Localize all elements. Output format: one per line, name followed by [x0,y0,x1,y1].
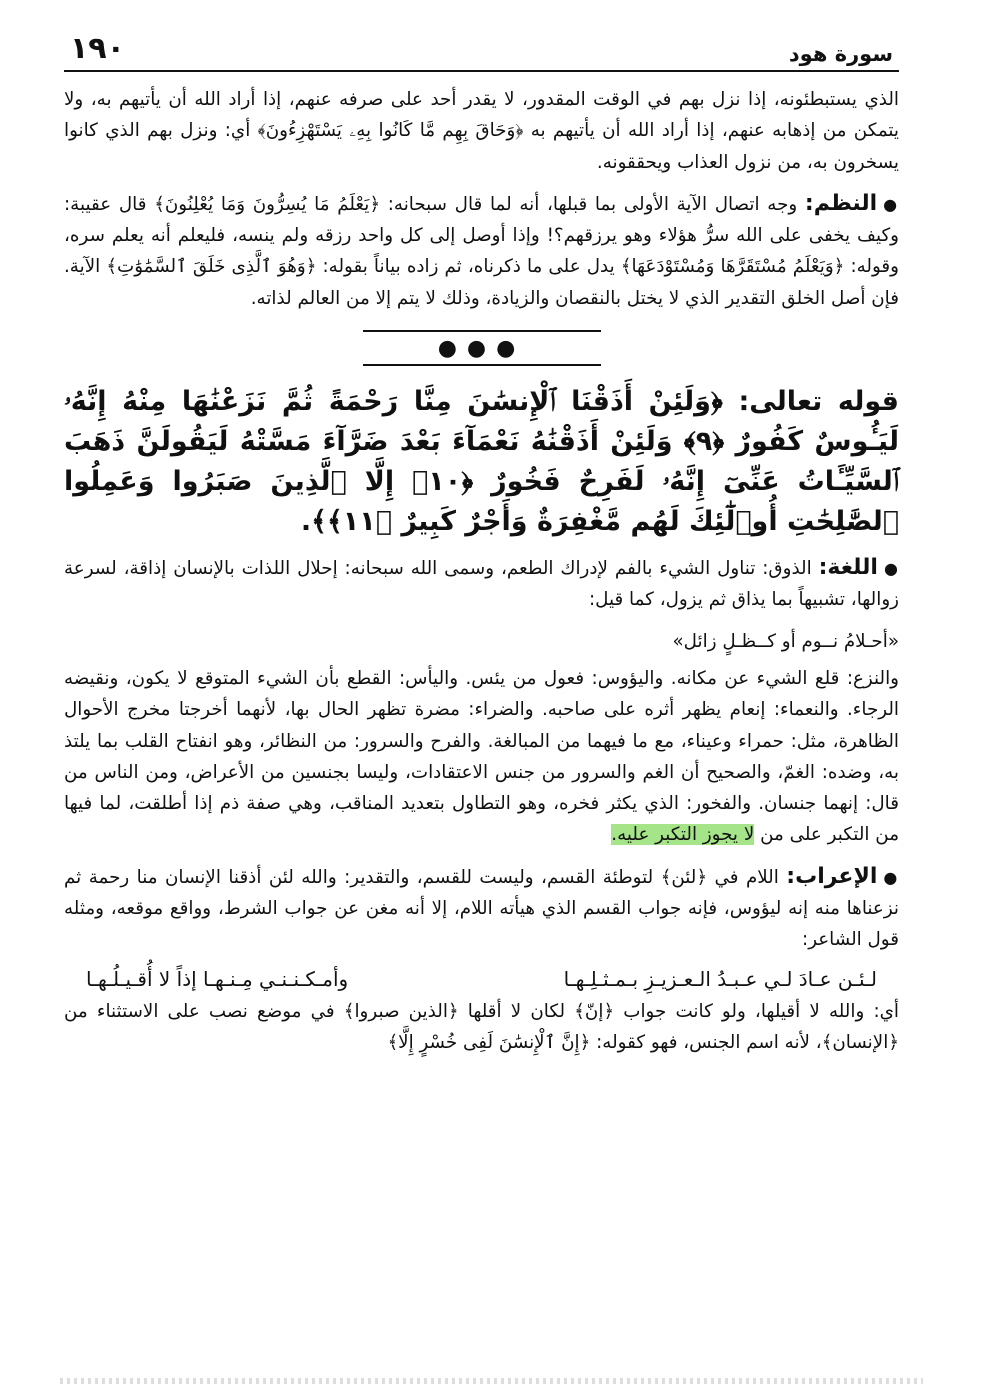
poem-hemistich-right: لـئـن عـادَ لـي عـبـدُ الـعـزيـزِ بـمـثـلِـهـا [563,966,877,991]
quoted-verse-line: «أحـلامُ نــوم أو كــظـلٍ زائل» [672,630,899,652]
bullet-icon: ● [883,194,899,214]
section-text-irab: اللام في ﴿لئن﴾ لتوطئة القسم، وليست للقسم، والتقدير: والله لئن أذقنا الإنسان منا رحمة ثم نزعناها منه إنه ليؤوس، فإنه جواب القسم الذي هيأته اللام، إلا أنه مغن عن جواب الشرط، وواقع موقعه، ومثله قول الشاعر: [64,866,899,951]
bullet-icon: ● [883,559,899,579]
poem-line [86,962,877,996]
page-number: ١٩٠ [70,31,125,66]
section-lugha [64,552,899,616]
bullet-icon: ● [883,867,899,887]
section-text-lugha: الذوق: تناول الشيء بالفم لإدراك الطعم، وسمى الله سبحانه: إحلال اللذات بالإنسان إذاقة، لسرعة زوالها، تشبيهاً بما يذاق ثم يزول، كما قيل: [64,558,899,611]
section-nazm [64,188,899,314]
page-header [64,28,899,72]
paragraph-definitions [64,663,899,851]
quranic-verse [64,382,899,542]
highlighted-text: لا يجوز التكبر عليه. [611,824,755,846]
scan-artifact [60,1378,923,1384]
section-separator: ●●● [363,330,601,366]
definitions-text: والنزع: قلع الشيء عن مكانه. واليؤوس: فعول من يئس. واليأس: القطع بأن الشيء المتوقع لا يكون، ونقيضه الرجاء. والنعماء: إنعام يظهر أثره على صاحبه. والضراء: مضرة تظهر الحال بها، لأنهما أخرجتا مخرج الأحوال الظاهرة، مثل: حمراء وعيناء، مع ما فيهما من المبالغة. والفرح والسرور: من النظائر، وهو انفتاح القلب بما يلتذ به، وضده: الغمّ، والصحيح أن الغم والسرور من جنس الاعتقادات، وليسا بجنسين من الأعراض، ومن الناس من قال: إنهما جنسان. والفخور: الذي يكثر فخره، وهو التطاول بتعديد المناقب، وهي صفة ذم إذا أطلقت، لما فيها من التكبر على من [64,667,899,846]
page-content [64,72,899,1058]
poem-hemistich-left: وأمـكـنـنـي مِـنـهـا إذاً لا أُقـيـلُـهـا [86,966,349,991]
section-term-irab: الإعراب: [786,863,878,889]
sura-title: سورة هود [788,42,893,66]
section-term-nazm: النظم: [804,190,878,216]
verse-intro: قوله تعالى: [738,386,899,418]
section-term-lugha: اللغة: [818,555,878,581]
section-irab [64,861,899,956]
section-text-nazm: وجه اتصال الآية الأولى بما قبلها، أنه لما قال سبحانه: ﴿يَعْلَمُ مَا يُسِرُّونَ وَمَا يُعْلِنُونَ﴾ قال عقيبة: وكيف يخفى على الله سرُّ هؤلاء وهو يرزقهم؟! وإذا أوصل إلى كل واحد رزقه ولم ينسه، فليعلم أنه يعلم سره، وقوله: ﴿وَيَعْلَمُ مُسْتَقَرَّهَا وَمُسْتَوْدَعَهَا﴾ يدل على ما ذكرناه، ثم زاده بياناً بقوله: ﴿وَهُوَ ٱلَّذِى خَلَقَ ٱلسَّمَٰوَٰتِ﴾ الآية. فإن أصل الخلق التقدير الذي لا يختل بالنقصان والزيادة، وذلك لا يتم إلا من العالم لذاته. [64,193,899,309]
paragraph-final: أي: والله لا أقيلها، ولو كانت جواب ﴿إنّ﴾ لكان لا أقلها ﴿الذين صبروا﴾ في موضع نصب على الاستثناء من ﴿الإنسان﴾، لأنه اسم الجنس، فهو كقوله: ﴿إِنَّ ٱلْإِنسَٰنَ لَفِى خُسْرٍ إِلَّا﴾ [64,1000,899,1053]
verse-text: ﴿وَلَئِنْ أَذَقْنَا ٱلْإِنسَٰنَ مِنَّا رَحْمَةً ثُمَّ نَزَعْنَٰهَا مِنْهُ إِنَّهُۥ لَيَـُٔوسٌ كَفُورٌ ﴿٩﴾ وَلَئِنْ أَذَقْنَٰهُ نَعْمَآءَ بَعْدَ ضَرَّآءَ مَسَّتْهُ لَيَقُولَنَّ ذَهَبَ ٱلسَّيِّـَٔاتُ عَنِّىٓ إِنَّهُۥ لَفَرِحٌ فَخُورٌ ﴿١٠﴾ إِلَّا ٱلَّذِينَ صَبَرُوا وَعَمِلُوا ٱلصَّٰلِحَٰتِ أُو۟لَٰٓئِكَ لَهُم مَّغْفِرَةٌ وَأَجْرٌ كَبِيرٌ ﴿١١﴾﴾. [64,386,899,538]
paragraph-intro: الذي يستبطئونه، إذا نزل بهم في الوقت المقدور، لا يقدر أحد على صرفه عنهم، إذا أراد الله أن يأتيهم به، ولا يتمكن من إذهابه عنهم، إذا أراد الله أن يأتيهم به ﴿وَحَاقَ بِهِم مَّا كَانُوا بِهِۦ يَسْتَهْزِءُونَ﴾ أي: ونزل بهم الذي كانوا يسخرون به، من نزول العذاب ويحققونه. [64,89,899,173]
